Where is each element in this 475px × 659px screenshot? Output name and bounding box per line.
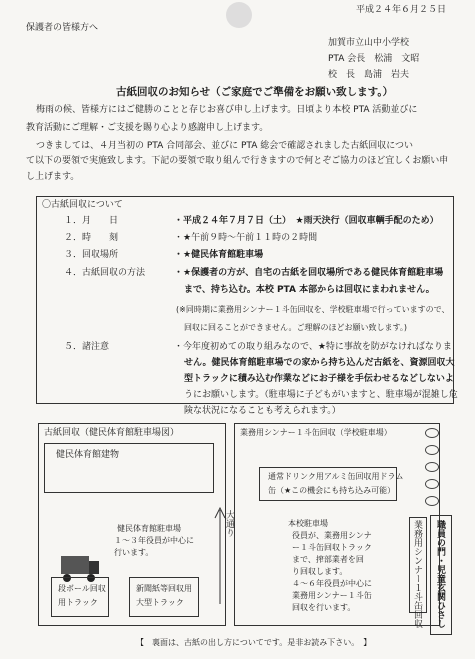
drum-notice-line: 缶（★この機会にも持ち込み可能） [268, 486, 396, 495]
section-heading: 〇古紙回収について [42, 200, 123, 210]
item-text: ・★保護者の方が、自宅の古紙を回収場所である健民体育館駐車場 [174, 268, 444, 278]
school-lot-line: 業務用シンナー１斗缶 [292, 591, 372, 600]
building-label: 健民体育館建物 [56, 450, 120, 460]
addressee: 保護者の皆様方へ [26, 23, 99, 33]
school-lot-title: 本校駐車場 [288, 519, 328, 528]
school-lot-line: 回収を行います。 [292, 603, 356, 612]
item-label: 諸注意 [82, 342, 110, 352]
item-text: まで、持ち込む。本校 PTA 本部からは回収にまわれません。 [184, 285, 435, 295]
item-note: 回収に回ることができません。ご理解のほどお願い致します。) [184, 323, 407, 332]
item-text: ・★午前９時〜午前１１時の２時間 [174, 233, 318, 243]
item-note: (※同時期に業務用シンナー１斗缶回収を、学校駐車場で行っていますので、 [176, 305, 450, 314]
item-label: 回収場所 [82, 250, 119, 260]
left-map-heading: 古紙回収（健民体育館駐車場図） [44, 428, 180, 438]
road-label: 大通り [224, 510, 234, 537]
school-lot-line: ー１斗缶回収トラック [292, 543, 372, 552]
item-number: ２． [64, 233, 83, 243]
school-name: 加賀市立山中小学校 [328, 38, 410, 48]
item-label: 月 日 [82, 216, 119, 226]
drum-can-icon [425, 462, 439, 472]
lot-line: 行います。 [114, 548, 154, 557]
item-text: ・★健民体育館駐車場 [174, 250, 264, 260]
school-seal-icon [226, 2, 252, 28]
lot-line: １〜３年役員が中心に [114, 536, 194, 545]
cardboard-truck-label: 用トラック [58, 598, 98, 607]
school-lot-line: 役員が、業務用シンナ [292, 531, 372, 540]
drum-can-icon [425, 479, 439, 489]
issue-date: 平成２４年６月２５日 [356, 5, 447, 15]
principal: 校 長 島浦 岩夫 [328, 70, 410, 80]
item-number: ４． [64, 268, 83, 278]
item-label: 古紙回収の方法 [82, 268, 146, 278]
drum-can-icon [425, 445, 439, 455]
caution-text: 険な状況になることも考えられます。） [184, 406, 341, 416]
caution-text: うにお願いします。（駐車場に子どもがいますと、駐車場が混雑し危 [184, 390, 458, 400]
item-number: ５． [64, 342, 83, 352]
item-label: 時 刻 [82, 233, 119, 243]
thinner-collection-label: 業務用シンナー１斗缶回収 [412, 520, 422, 628]
drum-can-icon [425, 496, 439, 506]
notice-title: 古紙回収のお知らせ（ご家庭でご準備をお願い致します。） [116, 86, 394, 98]
newspaper-truck-label: 新聞紙等回収用 [136, 584, 192, 593]
caution-text: 型トラックに積み込む作業などにお子様を手伝わせるなどしないよ [184, 374, 454, 384]
drum-can-icon [425, 428, 439, 438]
school-lot-line: り回収します。 [292, 567, 348, 576]
lot-title: 健民体育館駐車場 [117, 524, 181, 533]
item-text: ・平成２４年７月７日（土） ★雨天決行（回収車輌手配のため） [174, 216, 439, 226]
school-lot-line: まで、搾部業者を回 [292, 555, 364, 564]
pta-president: PTA 会長 松浦 文昭 [328, 54, 420, 64]
intro-line: し上げます。 [26, 172, 80, 182]
right-map-heading: 業務用シンナー１斗缶回収（学校駐車場） [240, 428, 392, 437]
intro-line: て以下の要領で実施致します。下記の要領で取り組んで行きますので何とぞご協力のほど宜しくお願い申 [26, 156, 449, 166]
newspaper-truck-label: 大型トラック [136, 598, 184, 607]
staff-entrance-label: 職員の門・児童玄関ひさし [435, 520, 445, 628]
school-lot-line: ４〜６年役員が中心に [292, 579, 372, 588]
cardboard-truck-label: 段ボール回収 [58, 584, 106, 593]
item-number: ３． [64, 250, 83, 260]
footer-note: 【 裏面は、古紙の出し方についてです。是非お読み下さい。 】 [136, 638, 372, 647]
drum-notice-line: 通常ドリンク用アルミ缶回収用ドラム [268, 472, 404, 481]
intro-line: 梅雨の候、皆様方にはご健勝のことと存じお喜び申し上げます。日頃より本校 PTA 活動並びに [36, 105, 418, 115]
intro-line: つきましては、４月当初の PTA 合同部会、並びに PTA 総会で確認されました古紙回収につい [36, 141, 414, 151]
item-number: １． [64, 216, 83, 226]
caution-text: せん。健民体育館駐車場での家から持ち込んだ古紙を、資源回収大 [184, 358, 455, 368]
caution-text: ・今年度初めての取り組みなので、★特に事故を防がなければなりま [174, 342, 452, 352]
intro-line: 教育活動にご理解・ご支援を賜り心より感謝申し上げます。 [26, 123, 269, 133]
